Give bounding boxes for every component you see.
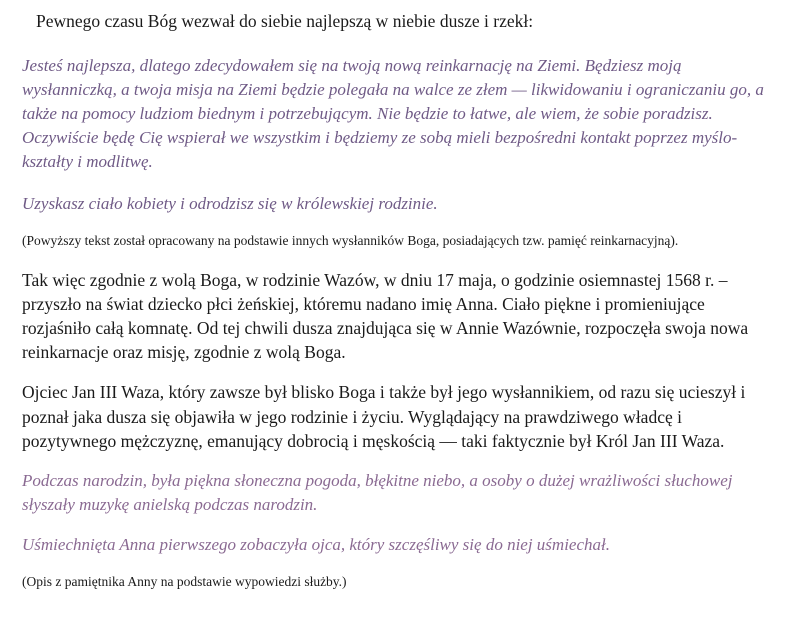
editorial-note-2: (Opis z pamiętnika Anny na podstawie wypowiedzi służby.) xyxy=(22,574,347,590)
narrative-paragraph-2: Ojciec Jan III Waza, który zawsze był blisko Boga i także był jego wysłannikiem, od razu się ucieszył i poznał jaka dusza się objawiła w jego rodzinie i życiu. Wyglądający na prawdziwego władcę i pozytywnego mężczyznę, emanujący dobrocią i męskością — taki faktycznie był Król Jan III Waza. xyxy=(22,382,746,451)
narrative-paragraph-1: Tak więc zgodnie z wolą Boga, w rodzinie Wazów, w dniu 17 maja, o godzinie osiemnastej 1568 r. – przyszło na świat dziecko płci żeńskiej, któremu nadano imię Anna. Ciało piękne i promieniujące rozjaśniło całą komnatę. Od tej chwili dusza znajdująca się w Annie Wazównie, rozpoczęła swoja nowa reinkarnacje oraz misję, zgodnie z wolą Boga. xyxy=(22,269,749,363)
divine-speech-quote-2: Uzyskasz ciało kobiety i odrodzisz się w królewskiej rodzinie. xyxy=(22,194,438,214)
divine-speech-quote-1: Jesteś najlepsza, dlatego zdecydowałem się na twoją nową reinkarnację na Ziemi. Będziesz moją wysłanniczką, a twoja misja na Ziemi będzie polegała na walce ze złem — likwidowaniu i ograniczaniu go, a także na pomocy ludziom biednym i potrzebującym. Nie będzie to łatwe, ale wiem, że sobie poradzisz. Oczywiście będę Cię wspierał we wszystkim i będziemy ze sobą mieli bezpośredni kontakt poprzez myślo-kształty i modlitwę. xyxy=(22,55,764,172)
birth-description-quote-1: Podczas narodzin, była piękna słoneczna pogoda, błękitne niebo, a osoby o dużej wrażliwości słuchowej słyszały muzykę anielską podczas narodzin. xyxy=(22,470,733,515)
birth-description-quote-2: Uśmiechnięta Anna pierwszego zobaczyła ojca, który szczęśliwy się do niej uśmiechał. xyxy=(22,535,610,555)
editorial-note-1: (Powyższy tekst został opracowany na podstawie innych wysłanników Boga, posiadających tzw. pamięć reinkarnacyjną). xyxy=(22,233,679,249)
intro-paragraph: Pewnego czasu Bóg wezwał do siebie najlepszą w niebie dusze i rzekł: xyxy=(36,11,534,31)
